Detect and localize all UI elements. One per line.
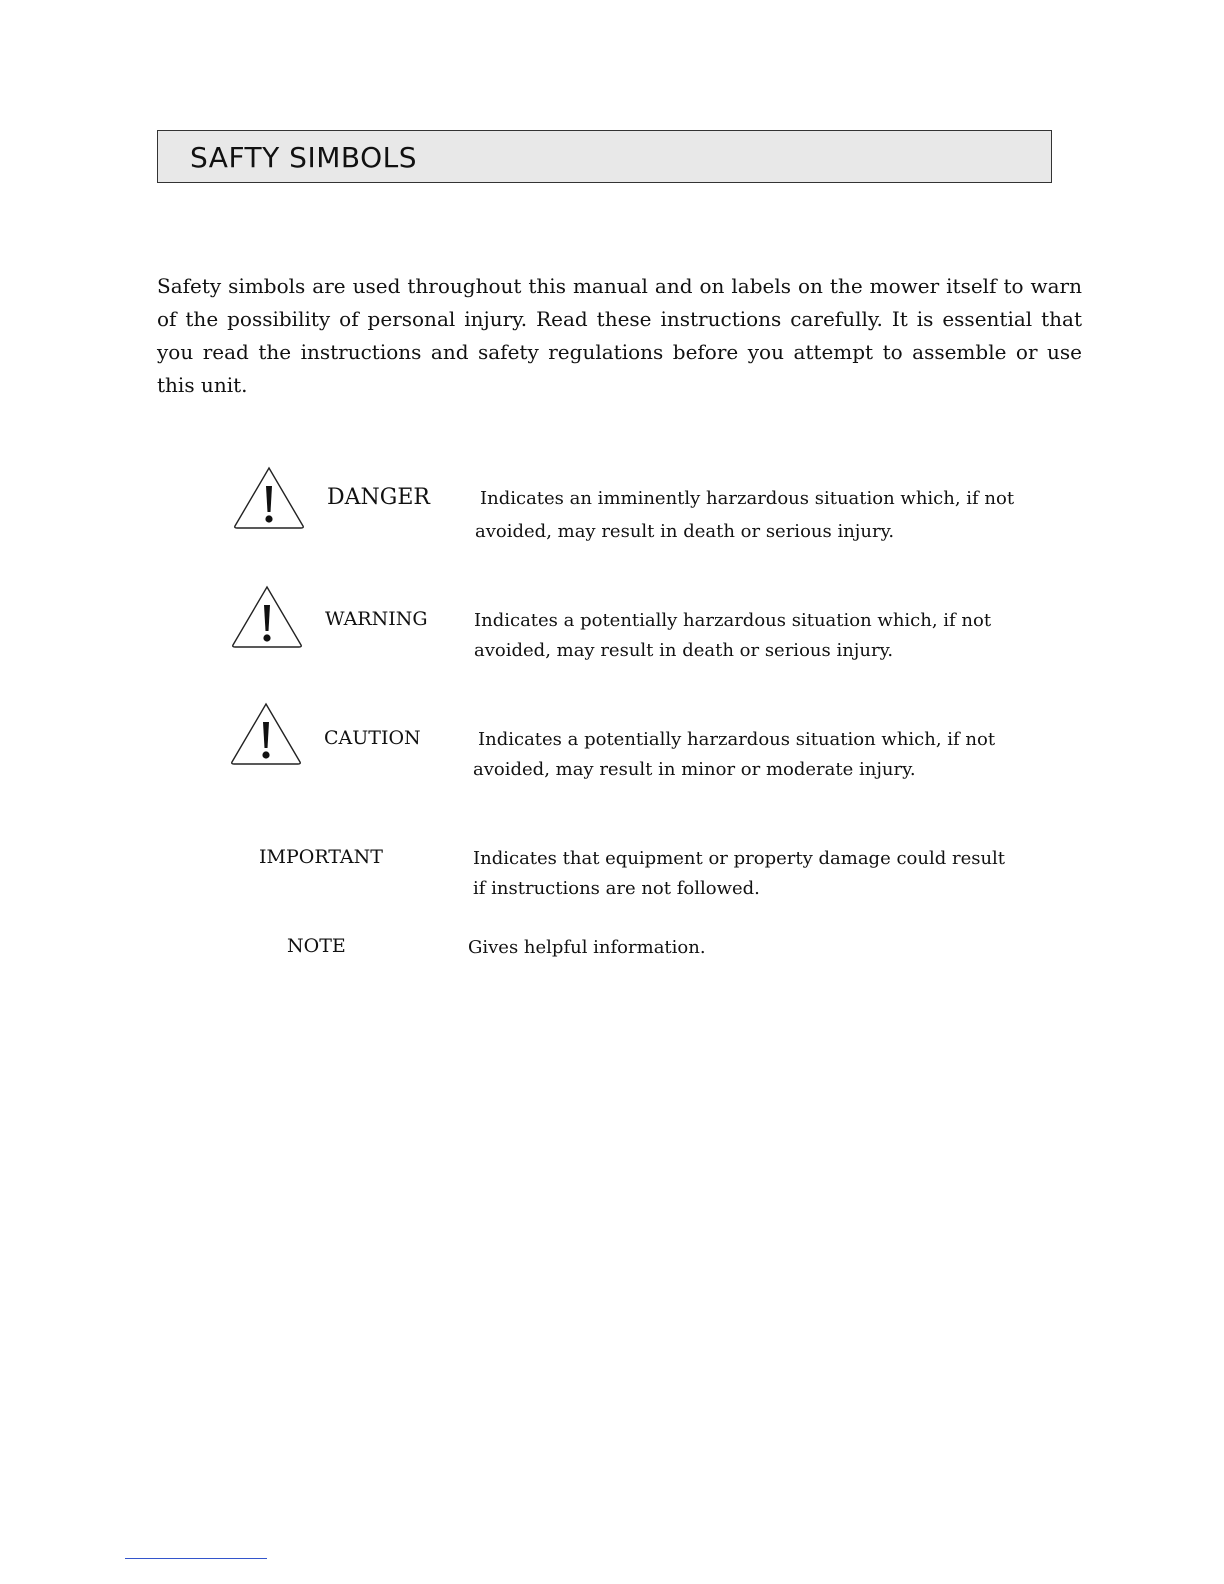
desc-note: Gives helpful information. xyxy=(468,937,706,958)
desc-danger-line2: avoided, may result in death or serious injury. xyxy=(475,521,895,542)
label-important: IMPORTANT xyxy=(259,846,383,868)
intro-paragraph: Safety simbols are used throughout this manual and on labels on the mower itself to warn of the possibility of personal injury. Read these instructions carefully. It is essential that you read the instructions and safety regulations before you attempt to assemble or use this unit. xyxy=(157,274,1082,397)
desc-caution-line1: Indicates a potentially harzardous situation which, if not xyxy=(478,729,996,750)
desc-caution-line2: avoided, may result in minor or moderate injury. xyxy=(473,759,916,780)
footer-rule xyxy=(125,1558,267,1559)
warning-triangle-icon xyxy=(231,585,303,649)
section-title: SAFTY SIMBOLS xyxy=(190,141,417,174)
label-note: NOTE xyxy=(287,935,346,957)
desc-important-line2: if instructions are not followed. xyxy=(473,878,760,899)
desc-danger-line1: Indicates an imminently harzardous situation which, if not xyxy=(480,488,1015,509)
section-header xyxy=(157,130,1052,183)
label-caution: CAUTION xyxy=(324,727,421,749)
label-danger: DANGER xyxy=(327,485,430,510)
warning-triangle-icon xyxy=(233,466,305,530)
desc-warning-line1: Indicates a potentially harzardous situation which, if not xyxy=(474,610,992,631)
label-warning: WARNING xyxy=(325,608,428,630)
desc-important-line1: Indicates that equipment or property damage could result xyxy=(473,848,1006,869)
desc-warning-line2: avoided, may result in death or serious injury. xyxy=(474,640,894,661)
warning-triangle-icon xyxy=(230,702,302,766)
